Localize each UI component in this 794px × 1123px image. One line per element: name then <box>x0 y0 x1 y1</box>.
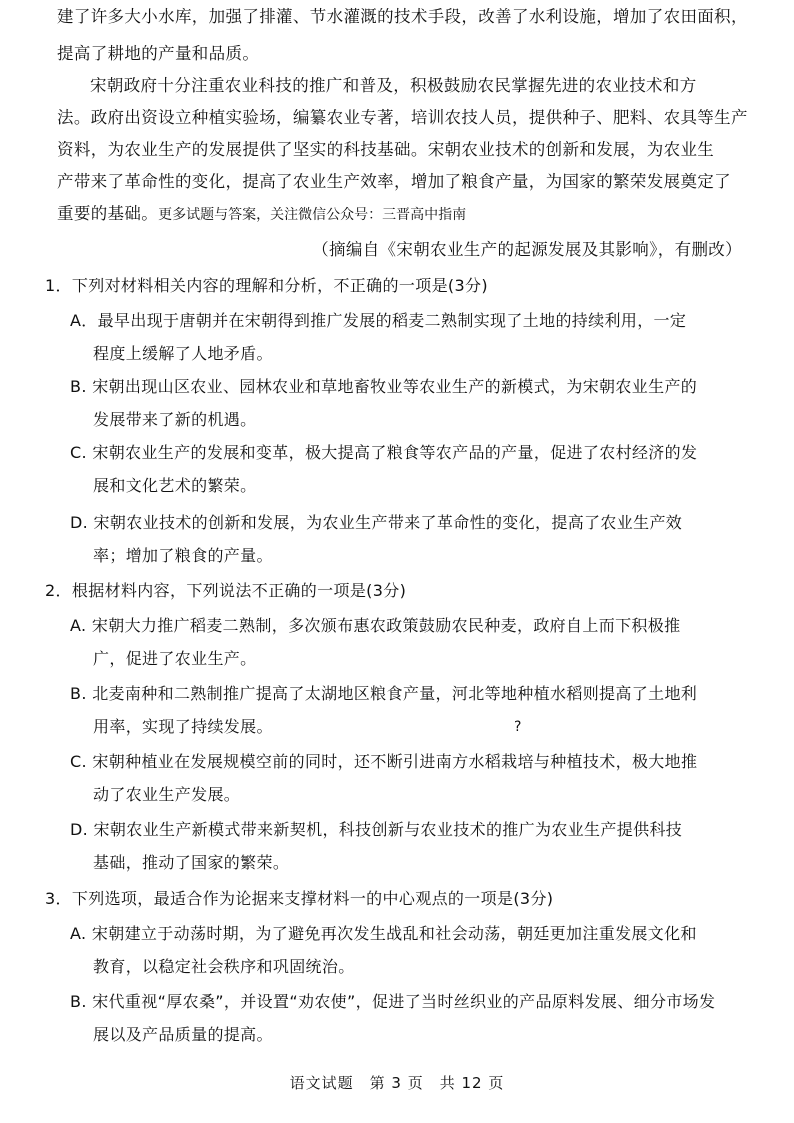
passage-line-6: 产带来了革命性的变化，提高了农业生产效率，增加了粮食产量，为国家的繁荣发展奠定了 <box>57 172 731 191</box>
passage-source: （摘编自《宋朝农业生产的起源发展及其影响》，有删改） <box>312 240 742 259</box>
passage-line-4: 法。政府出资设立种植实验场，编纂农业专著，培训农技人员，提供种子、肥料、农具等生产 <box>57 108 748 127</box>
question-1-option-d-cont: 率；增加了粮食的产量。 <box>93 546 273 565</box>
question-1-stem: 1．下列对材料相关内容的理解和分析，不正确的一项是(3分) <box>45 276 488 295</box>
question-3-option-b-cont: 展以及产品质量的提高。 <box>93 1025 273 1044</box>
question-2-stem: 2．根据材料内容，下列说法不正确的一项是(3分) <box>45 581 407 600</box>
passage-line-7-text: 重要的基础。 <box>57 204 159 223</box>
question-1-option-c-cont: 展和文化艺术的繁荣。 <box>93 476 257 495</box>
promo-note: 更多试题与答案，关注微信公众号：三晋高中指南 <box>158 207 467 223</box>
question-2-option-d-cont: 基础，推动了国家的繁荣。 <box>93 853 290 872</box>
passage-line-7 <box>57 203 466 226</box>
passage-line-3: 宋朝政府十分注重农业科技的推广和普及，积极鼓励农民掌握先进的农业技术和方 <box>90 76 697 95</box>
question-1-option-b-cont: 发展带来了新的机遇。 <box>93 410 257 429</box>
question-3-option-a-cont: 教育，以稳定社会秩序和巩固统治。 <box>93 957 355 976</box>
question-1-option-a-cont: 程度上缓解了人地矛盾。 <box>93 344 273 363</box>
question-1-option-a: A．最早出现于唐朝并在宋朝得到推广发展的稻麦二熟制实现了土地的持续利用，一定 <box>70 311 687 330</box>
question-2-option-a-cont: 广，促进了农业生产。 <box>93 649 257 668</box>
passage-line-2: 提高了耕地的产量和品质。 <box>57 44 260 63</box>
question-2-option-c: C. 宋朝种植业在发展规模空前的同时，还不断引进南方水稻栽培与种植技术，极大地推 <box>70 752 698 771</box>
question-2-option-b-cont: 用率，实现了持续发展。 <box>93 717 273 736</box>
question-3-option-b: B. 宋代重视“厚农桑”，并设置“劝农使”，促进了当时丝织业的产品原料发展、细分市场发 <box>70 992 716 1011</box>
question-1-option-d: D. 宋朝农业技术的创新和发展，为农业生产带来了革命性的变化，提高了农业生产效 <box>70 513 683 532</box>
question-3-stem: 3．下列选项，最适合作为论据来支撑材料一的中心观点的一项是(3分) <box>45 889 554 908</box>
question-2-option-a: A. 宋朝大力推广稻麦二熟制，多次颁布惠农政策鼓励农民种麦，政府自上而下积极推 <box>70 616 681 635</box>
question-2-option-d: D. 宋朝农业生产新模式带来新契机，科技创新与农业技术的推广为农业生产提供科技 <box>70 820 683 839</box>
question-2-option-b: B. 北麦南种和二熟制推广提高了太湖地区粮食产量，河北等地种植水稻则提高了土地利 <box>70 684 698 703</box>
passage-line-5: 资料，为农业生产的发展提供了坚实的科技基础。宋朝农业技术的创新和发展，为农业生 <box>57 140 715 159</box>
stray-mark: ? <box>514 719 522 735</box>
question-1-option-c: C. 宋朝农业生产的发展和变革，极大提高了粮食等农产品的产量，促进了农村经济的发 <box>70 443 698 462</box>
question-1-option-b: B. 宋朝出现山区农业、园林农业和草地畜牧业等农业生产的新模式，为宋朝农业生产的 <box>70 377 698 396</box>
question-3-option-a: A. 宋朝建立于动荡时期，为了避免再次发生战乱和社会动荡，朝廷更加注重发展文化和 <box>70 924 697 943</box>
page-footer: 语文试题 第 3 页 共 12 页 <box>289 1074 505 1092</box>
question-2-option-c-cont: 动了农业生产发展。 <box>93 785 241 804</box>
passage-line-1: 建了许多大小水库，加强了排灌、节水灌溉的技术手段，改善了水利设施，增加了农田面积， <box>57 7 748 26</box>
